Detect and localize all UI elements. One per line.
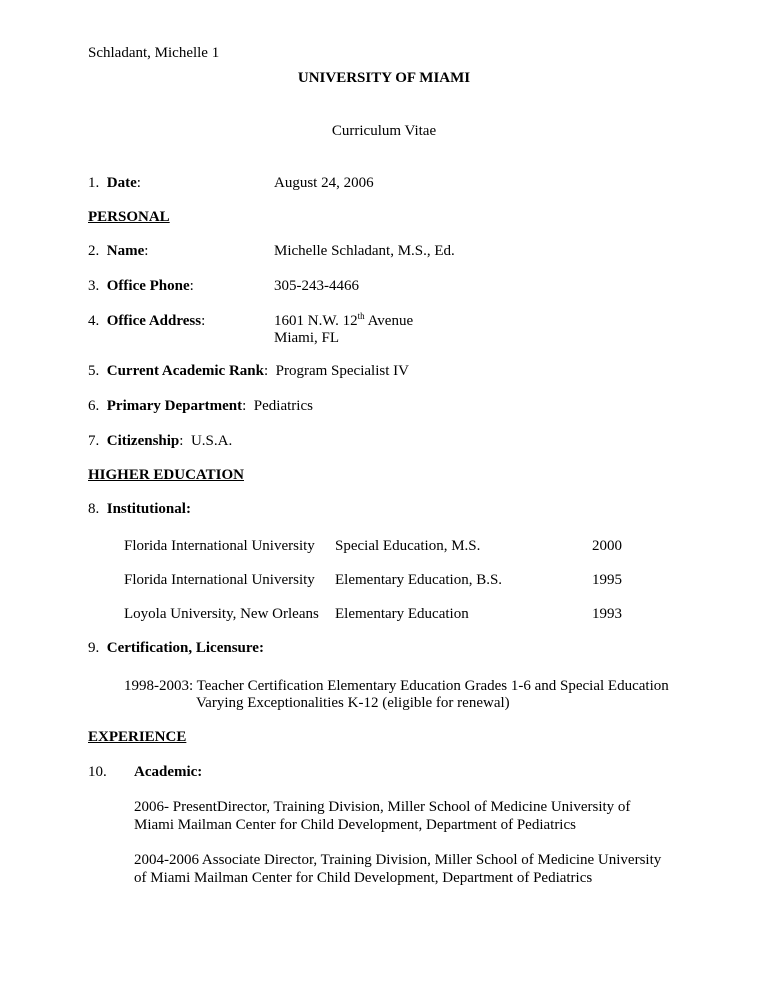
document-title: UNIVERSITY OF MIAMI — [297, 70, 471, 86]
certification-label: Certification, Licensure: — [106, 640, 264, 656]
date-value: August 24, 2006 — [274, 175, 374, 191]
education-year: 1995 — [592, 572, 622, 588]
education-degree: Special Education, M.S. — [335, 538, 481, 554]
item-number: 6. — [88, 398, 100, 414]
education-school: Florida International University — [124, 572, 315, 588]
phone-value: 305-243-4466 — [274, 278, 359, 294]
item-number: 1. — [88, 175, 100, 191]
date-label: Date — [106, 175, 137, 191]
citizenship-label: Citizenship — [106, 433, 180, 449]
citizenship-value: U.S.A. — [190, 433, 233, 449]
address-item: 4. Office Address: — [88, 313, 206, 329]
education-degree: Elementary Education, B.S. — [335, 572, 503, 588]
department-item: 6. Primary Department: Pediatrics — [88, 398, 313, 414]
rank-label: Current Academic Rank — [106, 363, 264, 379]
institutional-label: Institutional: — [106, 501, 191, 517]
name-value: Michelle Schladant, M.S., Ed. — [274, 243, 455, 259]
name-item: 2. Name: — [88, 243, 149, 259]
item-number: 2. — [88, 243, 100, 259]
item-number: 5. — [88, 363, 100, 379]
academic-label: Academic: — [134, 764, 203, 780]
rank-value: Program Specialist IV — [275, 363, 409, 379]
education-heading: HIGHER EDUCATION — [88, 467, 244, 483]
experience-entry-line1: 2004-2006 Associate Director, Training Division, Miller School of Medicine University — [134, 852, 662, 868]
address-line1 — [274, 312, 413, 330]
citizenship-item: 7. Citizenship: U.S.A. — [88, 433, 233, 449]
item-number: 4. — [88, 313, 100, 329]
running-head: Schladant, Michelle 1 — [88, 45, 220, 61]
address-ordinal: th — [357, 311, 365, 321]
experience-entry-line2: of Miami Mailman Center for Child Development, Department of Pediatrics — [134, 870, 593, 886]
education-year: 1993 — [592, 606, 622, 622]
phone-item: 3. Office Phone: — [88, 278, 194, 294]
education-school: Loyola University, New Orleans — [124, 606, 319, 622]
address-street-suffix: Avenue — [364, 313, 414, 329]
item-number: 8. — [88, 501, 100, 517]
document-subtitle: Curriculum Vitae — [331, 123, 437, 139]
address-street: 1601 N.W. 12 — [274, 313, 358, 329]
certification-line1: 1998-2003: Teacher Certification Elementary Education Grades 1-6 and Special Education — [124, 678, 669, 694]
department-value: Pediatrics — [253, 398, 313, 414]
item-number: 7. — [88, 433, 100, 449]
phone-label: Office Phone — [106, 278, 190, 294]
item-number: 3. — [88, 278, 100, 294]
institutional-item — [88, 500, 191, 518]
certification-line2: Varying Exceptionalities K-12 (eligible for renewal) — [196, 695, 510, 711]
certification-item — [88, 639, 264, 657]
education-school: Florida International University — [124, 538, 315, 554]
name-label: Name — [106, 243, 145, 259]
item-number: 9. — [88, 640, 100, 656]
date-item: 1. Date: — [88, 175, 141, 191]
experience-entry-line1: 2006- PresentDirector, Training Division, Miller School of Medicine University of — [134, 799, 631, 815]
academic-number: 10. — [88, 764, 107, 780]
rank-item: 5. Current Academic Rank: Program Specialist IV — [88, 363, 409, 379]
address-label: Office Address — [106, 313, 202, 329]
experience-entry-line2: Miami Mailman Center for Child Development, Department of Pediatrics — [134, 817, 576, 833]
address-line2: Miami, FL — [274, 330, 340, 346]
education-degree: Elementary Education — [335, 606, 469, 622]
education-year: 2000 — [592, 538, 622, 554]
personal-heading: PERSONAL — [88, 209, 170, 225]
experience-heading: EXPERIENCE — [88, 729, 187, 745]
department-label: Primary Department — [106, 398, 243, 414]
